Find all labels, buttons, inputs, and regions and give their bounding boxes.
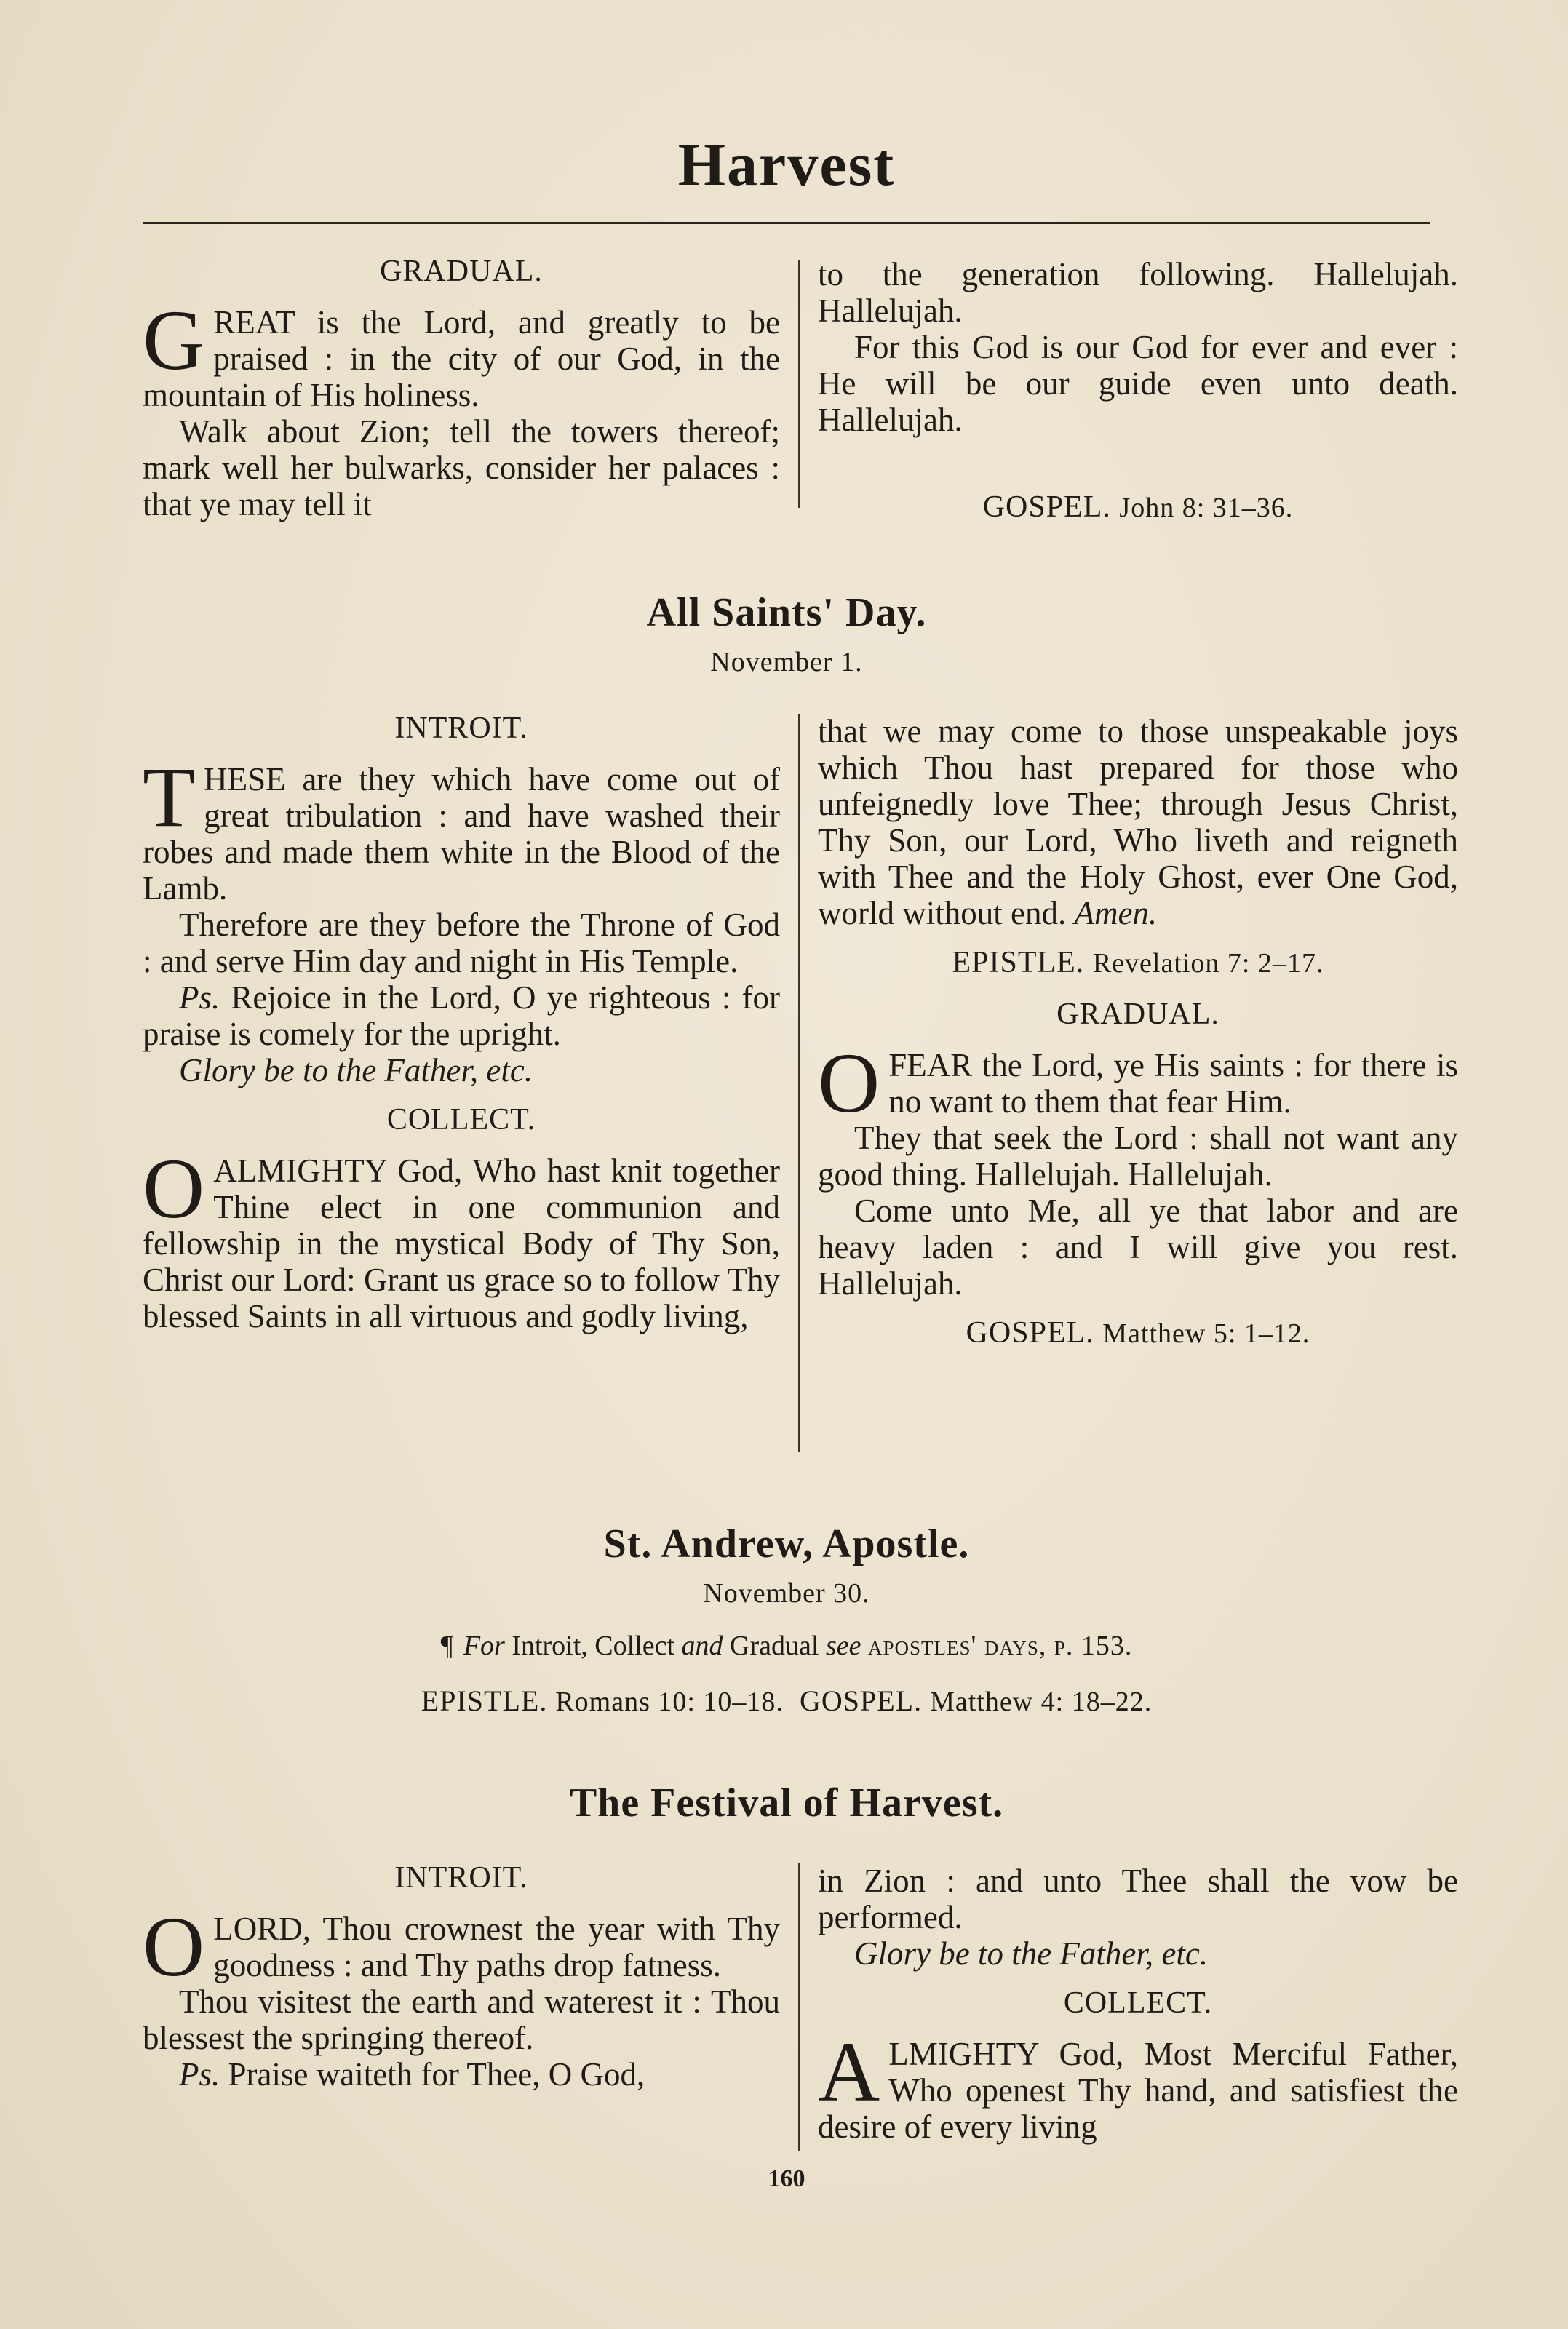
feast-title: The Festival of Harvest.	[569, 1780, 1004, 1826]
epistle-reference: Revelation 7: 2–17.	[1092, 948, 1324, 979]
introit-text: HESE are they which have come out of great tribulation : and have washed their robes and made them white in the Blood of the Lamb.	[143, 761, 780, 907]
column-divider	[798, 1863, 800, 2151]
epistle-line	[818, 944, 1458, 982]
introit-heading: INTROIT.	[394, 1861, 528, 1895]
feast-date: November 1.	[710, 647, 863, 677]
gradual-paragraph	[143, 292, 780, 413]
introit-verse: Thou visitest the earth and waterest it : Thou blessest the springing thereof.	[143, 1983, 780, 2056]
collect-continuation	[818, 713, 1458, 931]
gloria-patri: Glory be to the Father, etc.	[854, 1935, 1209, 1972]
collect-paragraph	[143, 1141, 780, 1334]
harvest-right-column	[818, 256, 1458, 541]
collect-text: LMIGHTY God, Most Merciful Father, Who openest Thy hand, and satisfiest the desire of every living	[818, 2036, 1458, 2145]
drop-cap: T	[143, 749, 196, 845]
epistle-label: EPISTLE.	[421, 1684, 548, 1717]
festival-right-column	[818, 1863, 1458, 2145]
st-andrew-block	[143, 1521, 1430, 1718]
gospel-reference: Matthew 4: 18–22.	[930, 1687, 1153, 1717]
all-saints-heading-block	[143, 589, 1430, 678]
introit-paragraph	[143, 1899, 780, 1994]
all-saints-right-column	[818, 713, 1458, 1366]
gradual-verse-2: For this God is our God for ever and ever : He will be our guide even unto death. Hallelujah.	[818, 329, 1458, 438]
introit-heading: INTROIT.	[394, 712, 528, 745]
introit-paragraph	[143, 749, 780, 907]
gradual-verse-2: Come unto Me, all ye that labor and are heavy laden : and I will give you rest. Hallelujah.	[818, 1193, 1458, 1302]
column-divider	[798, 714, 800, 1452]
rubric-note	[143, 1630, 1430, 1662]
psalm-text: Praise waiteth for Thee, O God,	[228, 2056, 645, 2093]
introit-text: LORD, Thou crownest the year with Thy goodness : and Thy paths drop fatness.	[213, 1911, 780, 1983]
gradual-text: FEAR the Lord, ye His saints : for there is no want to them that fear Him.	[888, 1047, 1458, 1120]
psalm-label: Ps.	[179, 2056, 220, 2093]
gospel-label: GOSPEL.	[966, 1316, 1094, 1350]
epistle-label: EPISTLE.	[952, 946, 1085, 979]
festival-left-column	[143, 1860, 780, 2093]
festival-harvest-heading-block	[143, 1780, 1430, 1826]
gradual-paragraph	[818, 1035, 1458, 1131]
collect-paragraph	[818, 2024, 1458, 2145]
column-divider	[798, 260, 800, 508]
header-rule	[143, 222, 1430, 224]
gospel-label: GOSPEL.	[799, 1684, 923, 1717]
pilcrow-icon: ¶	[440, 1631, 453, 1661]
collect-cont-text: that we may come to those unspeakable joys which Thou hast prepared for those who unfeignedly love Thee; through Jesus Christ, Thy Son, our Lord, Who liveth and reigneth with Thee and the Holy Ghost, ever One God, world without end.	[818, 713, 1458, 931]
psalm-continuation: in Zion : and unto Thee shall the vow be performed.	[818, 1863, 1458, 1935]
drop-cap: O	[143, 1141, 205, 1236]
running-head: Harvest	[677, 131, 896, 199]
drop-cap: A	[818, 2024, 880, 2119]
note-gradual: Gradual	[730, 1631, 819, 1661]
page-number: 160	[768, 2165, 805, 2192]
note-propers: Introit, Collect	[512, 1631, 675, 1661]
psalm-verse	[143, 979, 780, 1052]
epistle-reference: Romans 10: 10–18.	[555, 1687, 784, 1717]
note-reference: apostles' days, p. 153.	[867, 1631, 1133, 1661]
gospel-reference: Matthew 5: 1–12.	[1102, 1318, 1310, 1349]
feast-title: St. Andrew, Apostle.	[603, 1521, 970, 1566]
gradual-verse: They that seek the Lord : shall not want any good thing. Hallelujah. Hallelujah.	[818, 1120, 1458, 1193]
collect-heading: COLLECT.	[386, 1103, 536, 1136]
lessons-line	[143, 1684, 1430, 1718]
drop-cap: O	[143, 1899, 205, 1994]
psalm-text: Rejoice in the Lord, O ye righteous : for praise is comely for the upright.	[143, 979, 781, 1052]
gospel-line	[818, 489, 1458, 526]
gloria-patri: Glory be to the Father, etc.	[179, 1052, 533, 1088]
gospel-reference: John 8: 31–36.	[1119, 493, 1294, 523]
collect-text: ALMIGHTY God, Who hast knit together Thine elect in one communion and fellowship in the mystical Body of Thy Son, Christ our Lord: Grant us grace so to follow Thy blessed Saints in all virtuous and godly living,	[143, 1152, 780, 1334]
note-and: and	[681, 1631, 723, 1661]
feast-title: All Saints' Day.	[646, 590, 927, 635]
gradual-heading: GRADUAL.	[1056, 998, 1219, 1031]
gradual-verse: Walk about Zion; tell the towers thereof; mark well her bulwarks, consider her palaces : that ye may tell it	[143, 413, 780, 522]
note-see: see	[825, 1631, 861, 1661]
gospel-label: GOSPEL.	[982, 490, 1111, 524]
collect-heading: COLLECT.	[1063, 1986, 1213, 2020]
psalm-verse	[143, 2056, 780, 2093]
note-for: For	[463, 1631, 505, 1661]
gradual-continuation: to the generation following. Hallelujah. Hallelujah.	[818, 256, 1458, 329]
feast-date: November 30.	[703, 1578, 870, 1609]
gradual-text: REAT is the Lord, and greatly to be praised : in the city of our God, in the mountain of His holiness.	[143, 304, 780, 413]
drop-cap: G	[143, 292, 205, 388]
gospel-line	[818, 1315, 1458, 1352]
drop-cap: O	[818, 1035, 880, 1131]
introit-verse: Therefore are they before the Throne of God : and serve Him day and night in His Temple.	[143, 907, 780, 979]
harvest-left-column	[143, 253, 780, 522]
psalm-label: Ps.	[179, 979, 220, 1016]
amen: Amen.	[1074, 895, 1158, 931]
all-saints-left-column	[143, 710, 780, 1334]
gradual-heading: GRADUAL.	[380, 255, 543, 288]
